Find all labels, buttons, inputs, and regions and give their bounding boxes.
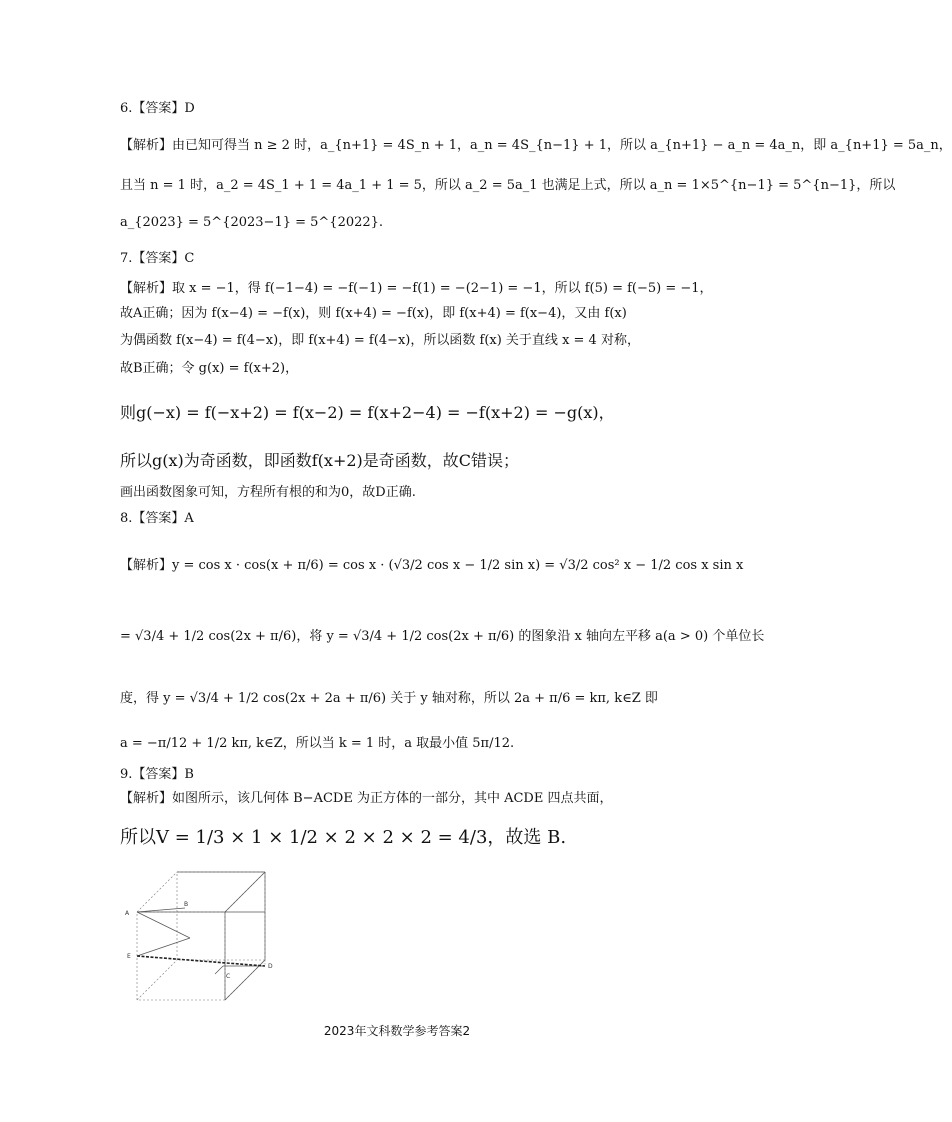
cube-front-face xyxy=(137,912,225,1000)
q7-analysis-line-7: 画出函数图象可知，方程所有根的和为0，故D正确. xyxy=(120,485,416,500)
q6-analysis-line-2: 且当 n = 1 时，a_2 = 4S_1 + 1 = 4a_1 + 1 = 5，所以 a_2 = 5a_1 也满足上式，所以 a_n = 1×5^{n−1} = 5^{n−1}，所以 xyxy=(120,178,896,193)
q9-analysis-line-1: 【解析】如图所示，该几何体 B−ACDE 为正方体的一部分，其中 ACDE 四点共面， xyxy=(120,791,613,806)
edge-a-mid xyxy=(137,912,190,938)
q7-analysis-line-5: 则g(−x) = f(−x+2) = f(x−2) = f(x+2−4) = −f(x+2) = −g(x)， xyxy=(120,403,615,422)
q8-analysis-line-3: 度，得 y = √3/4 + 1/2 cos(2x + 2a + π/6) 关于 y 轴对称，所以 2a + π/6 = kπ, k∈Z 即 xyxy=(120,691,658,706)
q7-analysis-line-6: 所以g(x)为奇函数，即函数f(x+2)是奇函数，故C错误； xyxy=(120,451,520,470)
q8-analysis-line-1: 【解析】y = cos x · cos(x + π/6) = cos x · (√3/2 cos x − 1/2 sin x) = √3/2 cos² x − 1/2 cos x sin x xyxy=(120,558,744,573)
q7-analysis-line-1: 【解析】取 x = −1，得 f(−1−4) = −f(−1) = −f(1) = −(2−1) = −1，所以 f(5) = f(−5) = −1， xyxy=(120,281,713,296)
q8-answer: 8.【答案】A xyxy=(120,511,194,526)
q8-analysis-line-4: a = −π/12 + 1/2 kπ, k∈Z，所以当 k = 1 时，a 取最小值 5π/12. xyxy=(120,736,515,751)
edge-a-b xyxy=(137,908,185,912)
q8-analysis-line-2: = √3/4 + 1/2 cos(2x + π/6)，将 y = √3/4 + 1/2 cos(2x + π/6) 的图象沿 x 轴向左平移 a(a > 0) 个单位长 xyxy=(120,629,765,644)
label-e: E xyxy=(127,953,131,960)
q7-analysis-line-3: 为偶函数 f(x−4) = f(4−x)，即 f(x+4) = f(4−x)，所以函数 f(x) 关于直线 x = 4 对称， xyxy=(120,333,640,348)
label-d: D xyxy=(268,963,273,970)
q9-answer: 9.【答案】B xyxy=(120,767,194,782)
q6-analysis-line-1: 【解析】由已知可得当 n ≥ 2 时，a_{n+1} = 4S_n + 1，a_n = 4S_{n−1} + 1，所以 a_{n+1} − a_n = 4a_n，即 a_{n+1} = 5a_n， xyxy=(120,138,952,153)
label-b: B xyxy=(184,901,189,908)
label-a: A xyxy=(125,910,130,917)
edge-mid-e xyxy=(137,938,190,956)
q7-analysis-line-2: 故A正确；因为 f(x−4) = −f(x)，则 f(x+4) = −f(x)，即 f(x+4) = f(x−4)，又由 f(x) xyxy=(120,306,627,321)
q6-analysis-line-3: a_{2023} = 5^{2023−1} = 5^{2022}. xyxy=(120,215,384,230)
q7-answer: 7.【答案】C xyxy=(120,251,195,266)
q9-analysis-line-2: 所以V = 1/3 × 1 × 1/2 × 2 × 2 × 2 = 4/3，故选 B. xyxy=(120,827,567,848)
edge-e-d xyxy=(137,956,265,966)
edge-c xyxy=(215,966,223,974)
page-footer: 2023年文科数学参考答案2 xyxy=(323,1024,471,1038)
label-c: C xyxy=(226,973,231,980)
cube-figure xyxy=(120,866,280,1011)
q7-analysis-line-4: 故B正确；令 g(x) = f(x+2)， xyxy=(120,361,299,376)
q6-answer: 6.【答案】D xyxy=(120,101,195,116)
